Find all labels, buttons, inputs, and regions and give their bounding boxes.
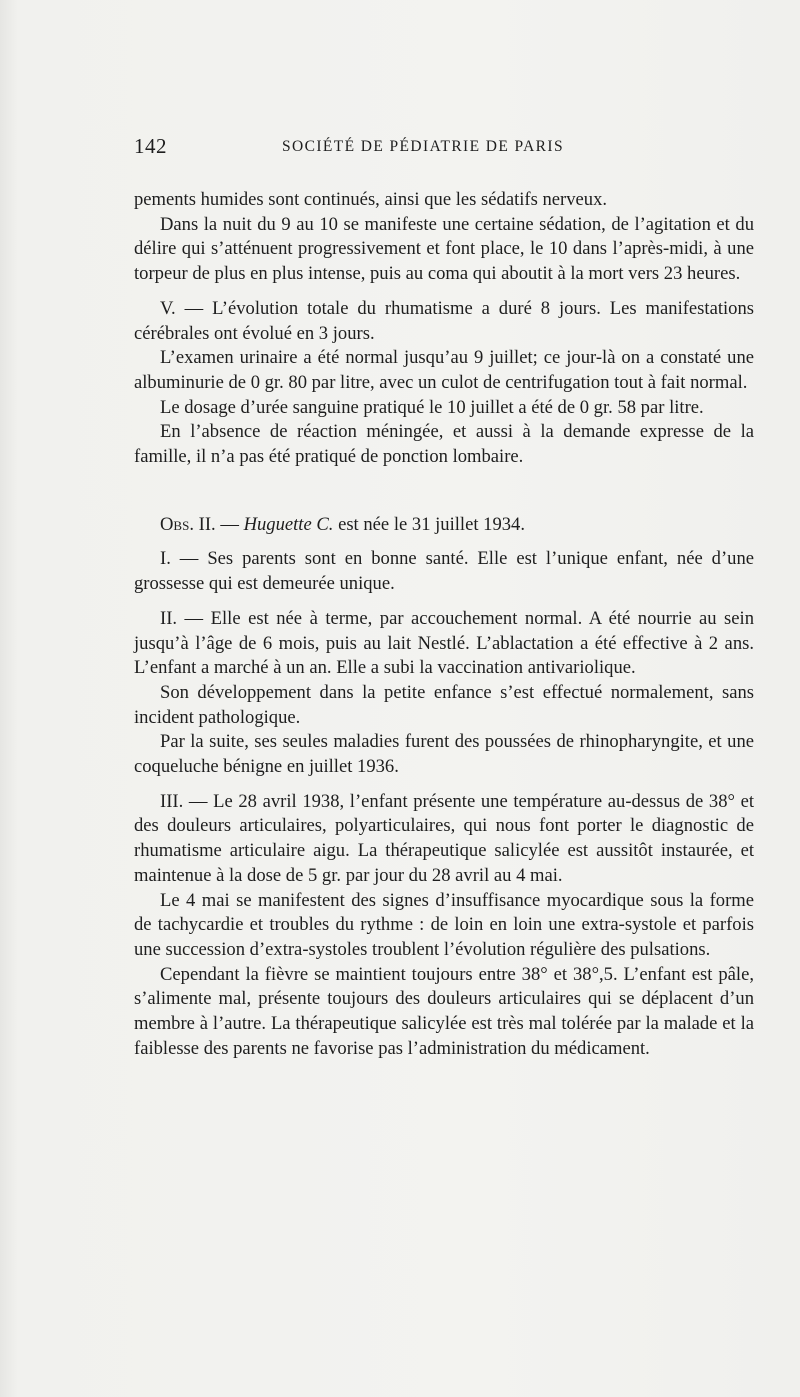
observation-heading (134, 513, 754, 538)
patient-name: Huguette C. (243, 513, 334, 535)
paragraph-illnesses: Par la suite, ses seules maladies furent des poussées de rhinopharyngite, et une coqueluche bénigne en juillet 1936. (134, 731, 754, 778)
observation-dash: — (215, 513, 244, 535)
observation-birth: est née le 31 juillet 1934. (333, 513, 525, 535)
paragraph-fever: Cependant la fièvre se maintient toujours entre 38° et 38°,5. L’enfant est pâle, s’alimente mal, présente toujours des douleurs articulaires qui se déplacent d’un membre à l’autre. La thérapeutique salicylée est très mal tolérée par la malade et la faiblesse des parents ne favorise pas l’administration du médicament. (134, 963, 754, 1059)
paragraph-section-i: I. — Ses parents sont en bonne santé. Elle est l’unique enfant, née d’une grossesse qui est demeurée unique. (134, 548, 754, 595)
paragraph-section-v: V. — L’évolution totale du rhumatisme a duré 8 jours. Les manifestations cérébrales ont évolué en 3 jours. (134, 297, 754, 344)
paragraph-continuation: pements humides sont continués, ainsi que les sédatifs nerveux. (134, 189, 608, 210)
paragraph-myocardial: Le 4 mai se manifestent des signes d’insuffisance myocardique sous la forme de tachycardie et troubles du rythme : de loin en loin une extra-systole et parfois une succession d’extra-systoles troublent l’évolution régulière des pulsations. (134, 889, 754, 960)
paragraph-development: Son développement dans la petite enfance s’est effectué normalement, sans incident pathologique. (134, 681, 754, 728)
paragraph-urine-exam: L’examen urinaire a été normal jusqu’au 9 juillet; ce jour-là on a constaté une albuminurie de 0 gr. 80 par litre, avec un culot de centrifugation tout à fait normal. (134, 347, 754, 393)
running-title: SOCIÉTÉ DE PÉDIATRIE DE PARIS (282, 138, 565, 155)
paragraph-section-ii: II. — Elle est née à terme, par accouchement normal. A été nourrie au sein jusqu’à l’âge de 6 mois, puis au lait Nestlé. L’ablactation a été effective à 2 ans. L’enfant a marché à un an. Elle a subi la vaccination antivariolique. (134, 607, 754, 679)
paragraph-night-evolution: Dans la nuit du 9 au 10 se manifeste une certaine sédation, de l’agitation et du délire qui s’atténuent progressivement et font place, le 10 dans l’après-midi, à une torpeur de plus en plus intense, puis au coma qui aboutit à la mort vers 23 heures. (134, 213, 754, 285)
page-number: 142 (134, 134, 167, 158)
body-text (134, 188, 754, 1062)
paragraph-no-lumbar-puncture: En l’absence de réaction méningée, et aussi à la demande expresse de la famille, il n’a pas été pratiqué de ponction lombaire. (134, 421, 754, 468)
paragraph-section-iii: III. — Le 28 avril 1938, l’enfant présente une température au-dessus de 38° et des douleurs articulaires, polyarticulaires, qui nous font porter le diagnostic de rhumatisme articulaire aigu. La thérapeutique salicylée est aussitôt instaurée, et maintenue à la dose de 5 gr. par jour du 28 avril au 4 mai. (134, 790, 754, 886)
paragraph-urea-dosage: Le dosage d’urée sanguine pratiqué le 10 juillet a été de 0 gr. 58 par litre. (160, 396, 704, 418)
page-header (134, 134, 756, 164)
observation-label: Obs. II. (160, 513, 216, 535)
